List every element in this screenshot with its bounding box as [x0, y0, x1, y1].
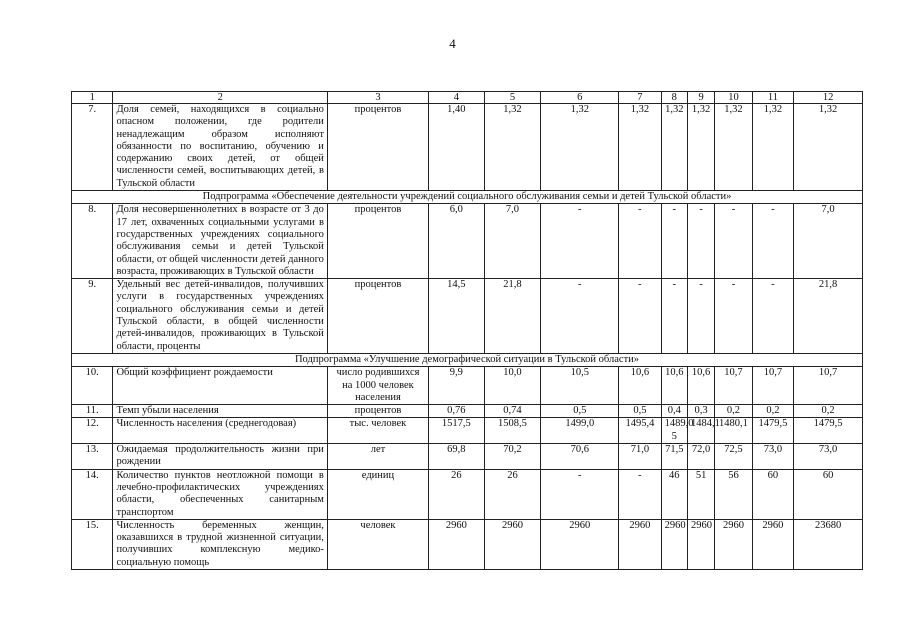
table-row — [72, 104, 863, 191]
value-cell: 0,4 — [661, 405, 687, 418]
table-row — [72, 204, 863, 279]
row-number: 14. — [72, 469, 113, 519]
value-cell: - — [619, 469, 661, 519]
value-cell: 1480,1 — [715, 418, 752, 444]
table-row — [72, 519, 863, 569]
value-cell: 0,5 — [541, 405, 619, 418]
value-cell: 72,5 — [715, 444, 752, 470]
value-cell: 70,2 — [484, 444, 541, 470]
value-cell: 0,2 — [715, 405, 752, 418]
row-number: 7. — [72, 104, 113, 191]
column-header: 12 — [794, 92, 863, 104]
value-cell: 10,6 — [661, 367, 687, 405]
value-cell: 1479,5 — [752, 418, 793, 444]
indicators-table — [71, 91, 863, 570]
value-cell: 26 — [484, 469, 541, 519]
unit: человек — [327, 519, 428, 569]
value-cell: 73,0 — [752, 444, 793, 470]
table-row — [72, 444, 863, 470]
column-header: 8 — [661, 92, 687, 104]
value-cell: 0,3 — [687, 405, 714, 418]
subprogram-title: Подпрограмма «Обеспечение деятельности учреждений социального обслуживания семьи и детей Тульской области» — [72, 191, 863, 204]
value-cell: 23680 — [794, 519, 863, 569]
indicator-name: Доля несовершеннолетних в возрасте от 3 до 17 лет, охваченных социальными услугами в государственных учреждениях социального обслуживания семьи и детей Тульской области, от общей численности детей данного возраста, проживающих в Тульской области — [113, 204, 327, 279]
value-cell: - — [752, 204, 793, 279]
column-header: 5 — [484, 92, 541, 104]
value-cell: 7,0 — [484, 204, 541, 279]
value-cell: 1495,4 — [619, 418, 661, 444]
subprogram-title: Подпрограмма «Улучшение демографической ситуации в Тульской области» — [72, 353, 863, 366]
value-cell: 1,40 — [429, 104, 485, 191]
value-cell: 70,6 — [541, 444, 619, 470]
table-row — [72, 405, 863, 418]
column-header: 10 — [715, 92, 752, 104]
indicator-name: Численность беременных женщин, оказавшихся в трудной жизненной ситуации, получивших комплексную медико-социальную помощь — [113, 519, 327, 569]
value-cell: 0,74 — [484, 405, 541, 418]
value-cell: 2960 — [752, 519, 793, 569]
row-number: 12. — [72, 418, 113, 444]
value-cell: 9,9 — [429, 367, 485, 405]
row-number: 11. — [72, 405, 113, 418]
unit: лет — [327, 444, 428, 470]
value-cell: - — [619, 204, 661, 279]
value-cell: 2960 — [715, 519, 752, 569]
value-cell: - — [752, 279, 793, 354]
indicator-name: Численность населения (среднегодовая) — [113, 418, 327, 444]
value-cell: 10,5 — [541, 367, 619, 405]
value-cell: - — [541, 279, 619, 354]
table-header-row — [72, 92, 863, 104]
value-cell: 21,8 — [794, 279, 863, 354]
value-cell: 14,5 — [429, 279, 485, 354]
value-cell: 1,32 — [794, 104, 863, 191]
column-header: 11 — [752, 92, 793, 104]
column-header: 7 — [619, 92, 661, 104]
row-number: 8. — [72, 204, 113, 279]
value-cell: 1479,5 — [794, 418, 863, 444]
value-cell: 1,32 — [715, 104, 752, 191]
value-cell: 1,32 — [752, 104, 793, 191]
value-cell: 6,0 — [429, 204, 485, 279]
unit: процентов — [327, 279, 428, 354]
value-cell: 71,5 — [661, 444, 687, 470]
value-cell: - — [687, 204, 714, 279]
value-cell: 60 — [794, 469, 863, 519]
indicator-name: Количество пунктов неотложной помощи в лечебно-профилактических учреждениях области, обеспеченных санитарным транспортом — [113, 469, 327, 519]
value-cell: 1,32 — [484, 104, 541, 191]
value-cell: 0,2 — [794, 405, 863, 418]
unit: единиц — [327, 469, 428, 519]
value-cell: 73,0 — [794, 444, 863, 470]
value-cell: - — [661, 204, 687, 279]
value-cell: - — [687, 279, 714, 354]
indicator-name: Темп убыли населения — [113, 405, 327, 418]
value-cell: 26 — [429, 469, 485, 519]
value-cell: 10,7 — [715, 367, 752, 405]
column-header: 4 — [429, 92, 485, 104]
value-cell: 7,0 — [794, 204, 863, 279]
value-cell: 60 — [752, 469, 793, 519]
indicator-name: Общий коэффициент рождаемости — [113, 367, 327, 405]
value-cell: 21,8 — [484, 279, 541, 354]
indicator-name: Ожидаемая продолжительность жизни при рождении — [113, 444, 327, 470]
column-header: 2 — [113, 92, 327, 104]
value-cell: 2960 — [661, 519, 687, 569]
value-cell: - — [715, 204, 752, 279]
value-cell: - — [661, 279, 687, 354]
unit: процентов — [327, 204, 428, 279]
column-header: 1 — [72, 92, 113, 104]
row-number: 13. — [72, 444, 113, 470]
value-cell: 0,76 — [429, 405, 485, 418]
table-row — [72, 367, 863, 405]
value-cell: 1517,5 — [429, 418, 485, 444]
value-cell: - — [619, 279, 661, 354]
value-cell: - — [541, 469, 619, 519]
value-cell: 10,7 — [752, 367, 793, 405]
column-header: 9 — [687, 92, 714, 104]
unit: число родившихся на 1000 человек населения — [327, 367, 428, 405]
value-cell: 72,0 — [687, 444, 714, 470]
subprogram-row — [72, 353, 863, 366]
indicator-name: Удельный вес детей-инвалидов, получивших услуги в государственных учреждениях социального обслуживания семьи и детей Тульской области, в общей численности детей-инвалидов, проживающих в Тульской области, проценты — [113, 279, 327, 354]
row-number: 9. — [72, 279, 113, 354]
unit: процентов — [327, 104, 428, 191]
value-cell: 2960 — [429, 519, 485, 569]
value-cell: 56 — [715, 469, 752, 519]
value-cell: 51 — [687, 469, 714, 519]
value-cell: 1,32 — [619, 104, 661, 191]
value-cell: 71,0 — [619, 444, 661, 470]
value-cell: 2960 — [619, 519, 661, 569]
subprogram-row — [72, 191, 863, 204]
indicator-name: Доля семей, находящихся в социально опасном положении, где родители ненадлежащим образом исполняют обязанности по воспитанию, обучению и содержанию своих детей, от общей численности семей, воспитывающих детей, в Тульской области — [113, 104, 327, 191]
table-row — [72, 418, 863, 444]
unit: тыс. человек — [327, 418, 428, 444]
value-cell: 1489,0 5 — [661, 418, 687, 444]
value-cell: 2960 — [687, 519, 714, 569]
value-cell: 2960 — [484, 519, 541, 569]
value-cell: 10,6 — [619, 367, 661, 405]
table-row — [72, 469, 863, 519]
value-cell: 10,7 — [794, 367, 863, 405]
value-cell: 69,8 — [429, 444, 485, 470]
value-cell: 1508,5 — [484, 418, 541, 444]
value-cell: 0,5 — [619, 405, 661, 418]
value-cell: 2960 — [541, 519, 619, 569]
column-header: 3 — [327, 92, 428, 104]
row-number: 10. — [72, 367, 113, 405]
value-cell: 1,32 — [541, 104, 619, 191]
unit: процентов — [327, 405, 428, 418]
value-cell: 1484,1 — [687, 418, 714, 444]
page-number: 4 — [449, 36, 456, 51]
value-cell: 10,0 — [484, 367, 541, 405]
row-number: 15. — [72, 519, 113, 569]
value-cell: 46 — [661, 469, 687, 519]
value-cell: 0,2 — [752, 405, 793, 418]
value-cell: 1499,0 — [541, 418, 619, 444]
value-cell: 10,6 — [687, 367, 714, 405]
value-cell: - — [541, 204, 619, 279]
value-cell: 1,32 — [661, 104, 687, 191]
value-cell: 1,32 — [687, 104, 714, 191]
column-header: 6 — [541, 92, 619, 104]
value-cell: - — [715, 279, 752, 354]
table-row — [72, 279, 863, 354]
